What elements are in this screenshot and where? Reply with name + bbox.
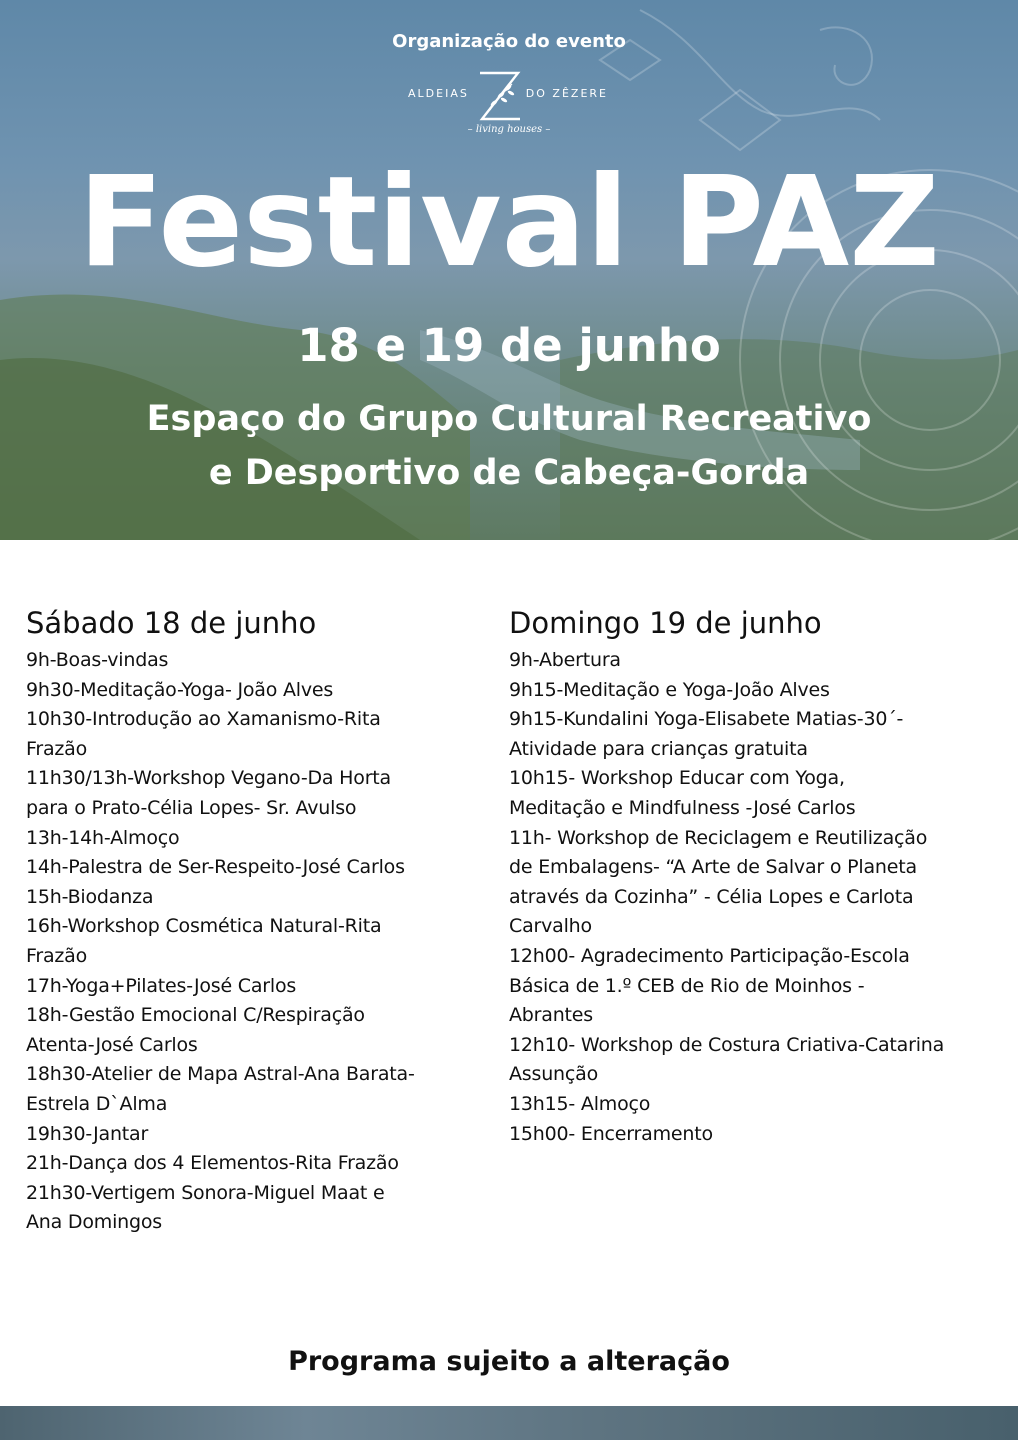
- schedule-item: Abrantes: [509, 1004, 593, 1027]
- venue-line-2: e Desportivo de Cabeça-Gorda: [208, 453, 810, 493]
- schedule-item: 21h-Dança dos 4 Elementos-Rita Frazão: [26, 1152, 399, 1175]
- schedule-change-notice: Programa sujeito a alteração: [288, 1346, 730, 1377]
- organizer-label: Organização do evento: [392, 31, 626, 52]
- schedule-item: 9h15-Meditação e Yoga-João Alves: [509, 678, 830, 701]
- schedule-item: 15h00- Encerramento: [509, 1122, 713, 1145]
- schedule-item: 9h15-Kundalini Yoga-Elisabete Matias-30´-: [509, 708, 904, 731]
- schedule-item: Frazão: [26, 944, 88, 967]
- schedule-item: 13h15- Almoço: [509, 1092, 651, 1115]
- schedule-item: 12h10- Workshop de Costura Criativa-Catarina: [509, 1033, 945, 1056]
- logo-text-right: DO ZÊZERE: [525, 87, 608, 100]
- saturday-heading: Sábado 18 de junho: [26, 606, 317, 640]
- saturday-schedule: [26, 603, 488, 1238]
- schedule-item: 17h-Yoga+Pilates-José Carlos: [26, 974, 297, 997]
- schedule-item: 18h30-Atelier de Mapa Astral-Ana Barata-: [26, 1063, 415, 1086]
- schedule-item: Meditação e Mindfulness -José Carlos: [509, 796, 856, 819]
- schedule-item: 12h00- Agradecimento Participação-Escola: [509, 944, 910, 967]
- festival-venue: [0, 392, 1018, 500]
- schedule-item: através da Cozinha” - Célia Lopes e Carlota: [509, 885, 914, 908]
- hero-banner: [0, 0, 1018, 540]
- sunday-heading: Domingo 19 de junho: [509, 606, 822, 640]
- schedule-item: para o Prato-Célia Lopes- Sr. Avulso: [26, 796, 357, 819]
- logo-tagline: – living houses –: [467, 124, 551, 135]
- footer-landscape-strip: [0, 1406, 1018, 1440]
- sunday-schedule: [509, 603, 999, 1149]
- schedule-item: 10h15- Workshop Educar com Yoga,: [509, 767, 845, 790]
- schedule-item: 11h- Workshop de Reciclagem e Reutilização: [509, 826, 928, 849]
- sunday-item-list: [509, 646, 999, 1149]
- z-leaf-logo-icon: [474, 70, 524, 122]
- logo-text-left: ALDEIAS: [408, 87, 469, 100]
- schedule-item: 14h-Palestra de Ser-Respeito-José Carlos: [26, 856, 405, 879]
- schedule-item: 16h-Workshop Cosmética Natural-Rita: [26, 915, 382, 938]
- festival-title: Festival PAZ: [78, 150, 940, 295]
- festival-dates: 18 e 19 de junho: [297, 319, 721, 372]
- schedule-item: 21h30-Vertigem Sonora-Miguel Maat e: [26, 1181, 385, 1204]
- schedule-item: 11h30/13h-Workshop Vegano-Da Horta: [26, 767, 391, 790]
- schedule-item: Atividade para crianças gratuita: [509, 737, 808, 760]
- schedule-item: Atenta-José Carlos: [26, 1033, 198, 1056]
- schedule-item: Carvalho: [509, 915, 592, 938]
- schedule-item: de Embalagens- “A Arte de Salvar o Planeta: [509, 856, 917, 879]
- schedule-item: 9h-Abertura: [509, 649, 621, 671]
- schedule-item: 9h30-Meditação-Yoga- João Alves: [26, 678, 334, 701]
- schedule-item: 18h-Gestão Emocional C/Respiração: [26, 1004, 365, 1027]
- saturday-item-list: [26, 646, 488, 1238]
- schedule-item: Ana Domingos: [26, 1211, 162, 1234]
- schedule-item: Básica de 1.º CEB de Rio de Moinhos -: [509, 974, 865, 997]
- schedule-item: 10h30-Introdução ao Xamanismo-Rita: [26, 708, 381, 731]
- schedule-item: 19h30-Jantar: [26, 1122, 149, 1145]
- schedule-item: Estrela D`Alma: [26, 1092, 168, 1115]
- aldeias-do-zezere-logo: [400, 70, 618, 142]
- venue-line-1: Espaço do Grupo Cultural Recreativo: [146, 399, 872, 439]
- schedule-item: 9h-Boas-vindas: [26, 649, 169, 671]
- schedule-item: Assunção: [509, 1063, 598, 1086]
- schedule-item: 13h-14h-Almoço: [26, 826, 180, 849]
- schedule-item: 15h-Biodanza: [26, 885, 154, 908]
- schedule-item: Frazão: [26, 737, 88, 760]
